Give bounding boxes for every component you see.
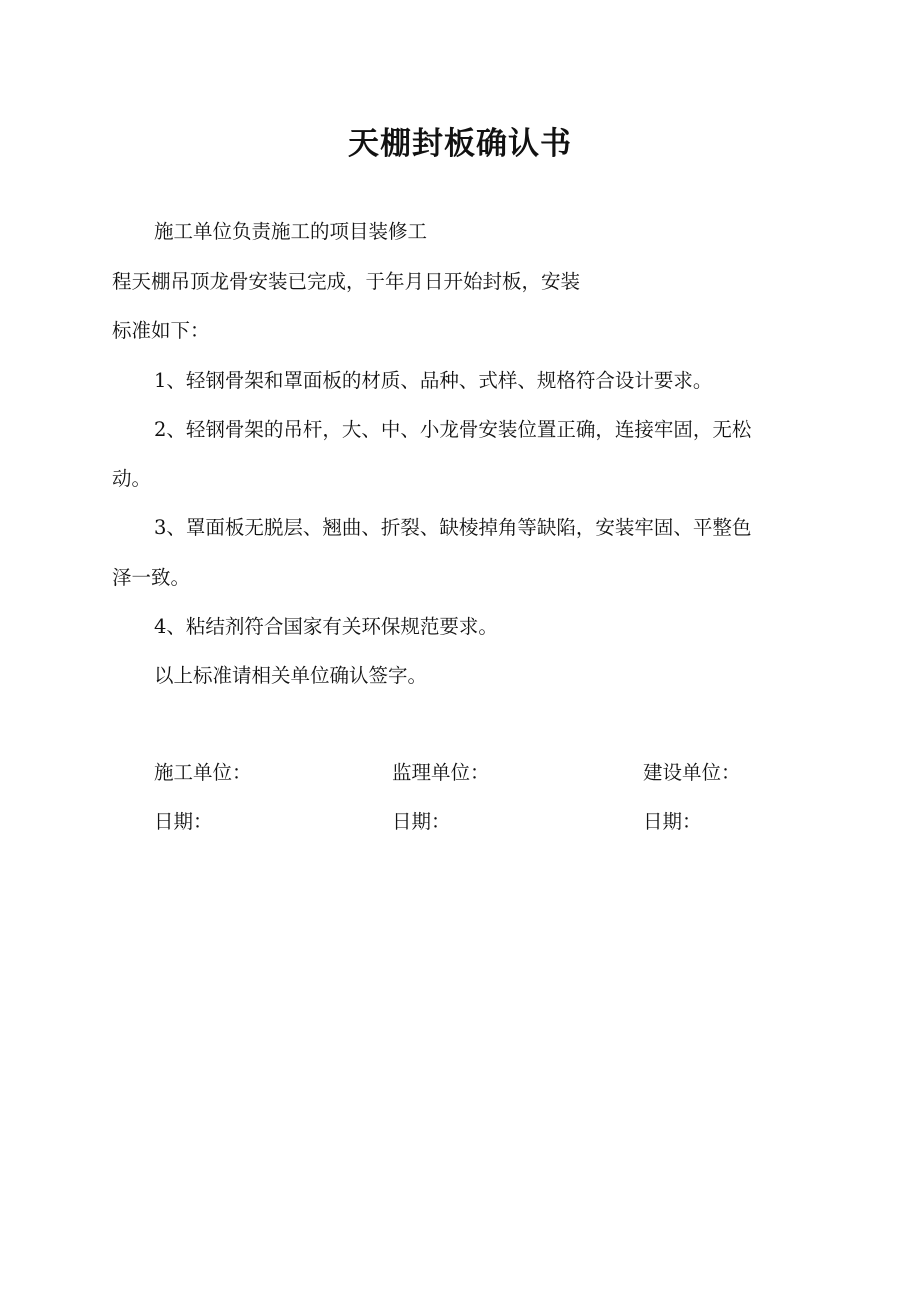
signature-construction-unit: 施工单位： <box>154 761 252 784</box>
requirement-item-4: 4、粘结剂符合国家有关环保规范要求。 <box>154 615 498 638</box>
signature-construction-date: 日期： <box>154 810 213 833</box>
signature-owner-date: 日期： <box>643 810 702 833</box>
signature-supervision-unit: 监理单位： <box>392 761 490 784</box>
requirement-item-1: 1、轻钢骨架和罩面板的材质、品种、式样、规格符合设计要求。 <box>154 369 713 392</box>
requirement-item-2-cont: 动。 <box>112 467 152 490</box>
requirement-item-3-cont: 泽一致。 <box>112 566 191 589</box>
requirement-item-2: 2、轻钢骨架的吊杆，大、中、小龙骨安装位置正确，连接牢固，无松 <box>154 418 752 441</box>
signature-owner-unit: 建设单位： <box>643 761 741 784</box>
intro-line-1: 施工单位负责施工的项目装修工 <box>154 220 428 243</box>
intro-line-3: 标准如下： <box>112 319 210 342</box>
page-title: 天棚封板确认书 <box>348 126 572 162</box>
requirement-item-3: 3、罩面板无脱层、翘曲、折裂、缺棱掉角等缺陷，安装牢固、平整色 <box>154 516 752 539</box>
intro-line-2: 程天棚吊顶龙骨安装已完成，于年月日开始封板，安装 <box>112 270 581 293</box>
signature-supervision-date: 日期： <box>392 810 451 833</box>
closing-line: 以上标准请相关单位确认签字。 <box>154 664 428 687</box>
